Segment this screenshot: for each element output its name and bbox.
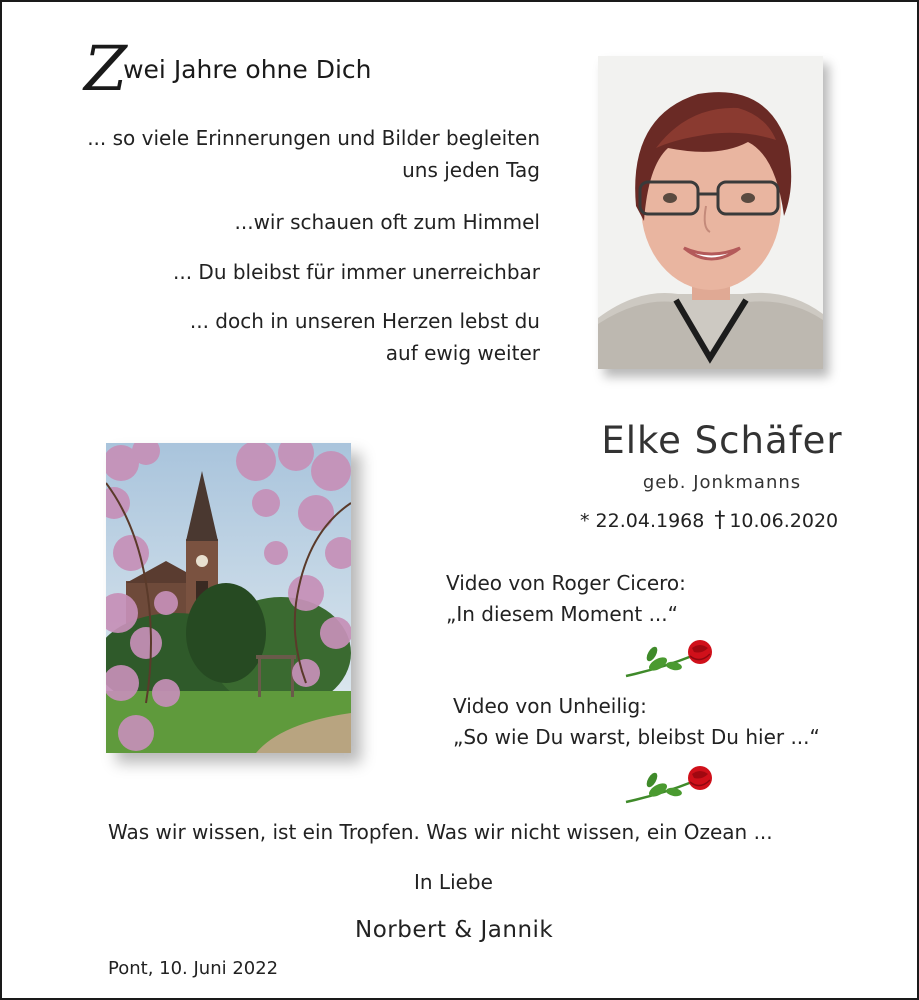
poem-line-2: uns jeden Tag [402,158,540,182]
life-dates [580,508,838,533]
poem-line-5: ... doch in unseren Herzen lebst du [189,309,540,333]
closing-phrase: In Liebe [414,870,493,894]
cross-icon: † [714,508,726,533]
headline-initial: Z [84,32,126,105]
poem-line-6: auf ewig weiter [385,341,540,365]
closing-quote: Was wir wissen, ist ein Tropfen. Was wir nicht wissen, ein Ozean ... [108,820,773,844]
headline [84,32,372,105]
video-2[interactable] [453,691,820,753]
born-symbol: * [580,510,590,532]
church-photo [106,443,351,753]
poem-line-4: ... Du bleibst für immer unerreichbar [172,260,540,284]
headline-text: wei Jahre ohne Dich [123,55,372,84]
mourner-names: Norbert & Jannik [355,917,554,943]
poem-line-1: ... so viele Erinnerungen und Bilder begleiten [87,126,540,150]
death-date: 10.06.2020 [729,510,839,532]
birth-date: 22.04.1968 [595,510,705,532]
video-1-title: „In diesem Moment ...“ [446,602,679,626]
portrait-photo [598,56,823,369]
poem-line-3: ...wir schauen oft zum Himmel [234,210,540,234]
portrait-illustration [598,56,823,369]
video-2-title: „So wie Du warst, bleibst Du hier ...“ [453,725,820,749]
birth-name: geb. Jonkmanns [642,472,802,493]
video-1[interactable] [446,568,686,630]
church-illustration [106,443,351,753]
red-rose-icon [622,760,718,808]
video-2-label: Video von Unheilig: [453,694,647,718]
video-1-label: Video von Roger Cicero: [446,571,686,595]
red-rose-icon [622,634,718,682]
deceased-name: Elke Schäfer [601,419,843,462]
place-date: Pont, 10. Juni 2022 [108,958,279,979]
